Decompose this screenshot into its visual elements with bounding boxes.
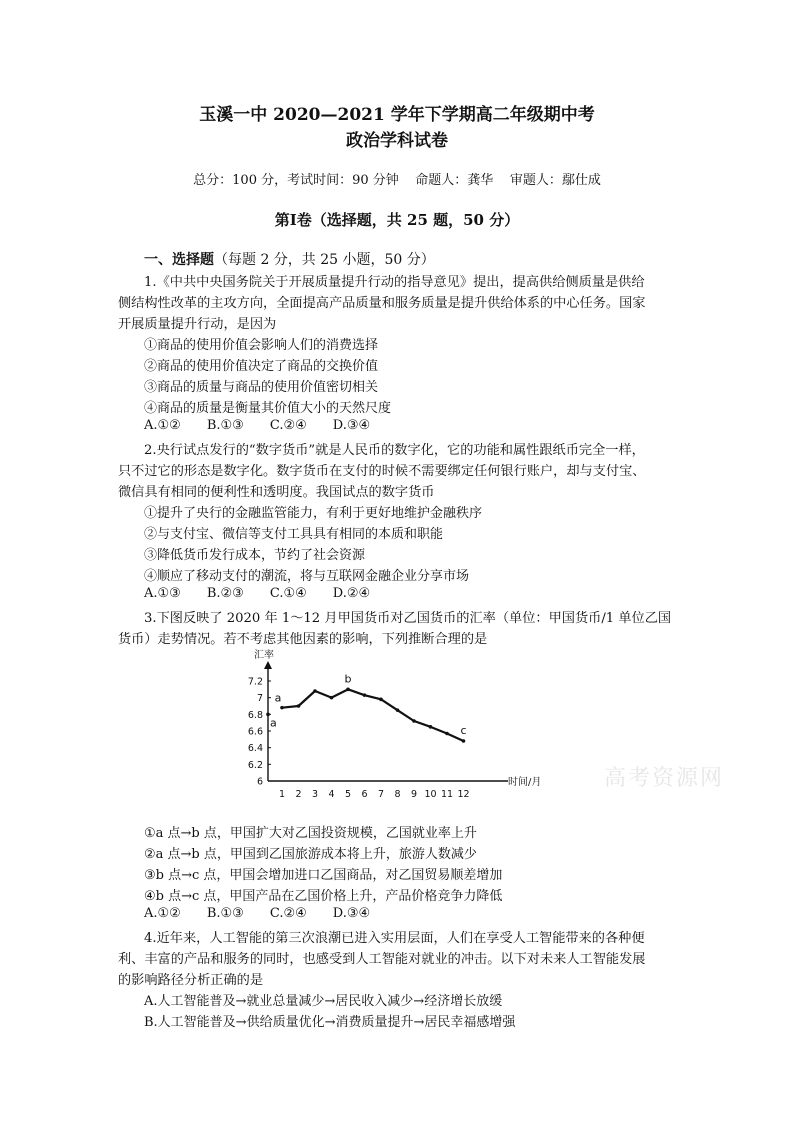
- answer-choice: B.①③: [206, 418, 244, 433]
- x-tick-label: 2: [295, 789, 302, 800]
- q4-line: 利、丰富的产品和服务的同时，也感受到人工智能对就业的冲击。以下对未来人工智能发展: [118, 952, 646, 967]
- data-point: [297, 704, 301, 708]
- q1-answers: [144, 418, 396, 433]
- x-tick-label: 6: [361, 789, 368, 800]
- answer-choice: D.③④: [332, 418, 371, 433]
- point-label-b: b: [344, 672, 352, 686]
- section-name: 一、选择题: [144, 252, 214, 268]
- q1-option: ①商品的使用价值会影响人们的消费选择: [144, 338, 379, 353]
- q3-line: 3.下图反映了 2020 年 1～12 月甲国货币对乙国货币的汇率（单位：甲国货币/1 单位乙国: [144, 611, 672, 626]
- y-tick-label: 6.6: [247, 726, 263, 738]
- x-tick-label: 5: [344, 789, 352, 800]
- data-point: [445, 732, 449, 736]
- data-point: [396, 708, 400, 712]
- answer-choice: D.②④: [332, 586, 371, 601]
- watermark: 高考资源网: [604, 766, 725, 791]
- x-tick-label: 3: [311, 789, 319, 800]
- series-line: [282, 689, 467, 741]
- q4-option: A.人工智能普及→就业总量减少→居民收入减少→经济增长放缓: [144, 994, 503, 1009]
- answer-choice: C.②④: [269, 906, 307, 921]
- x-tick-label: 12: [457, 789, 470, 800]
- y-tick-label: 7.2: [247, 676, 263, 688]
- y-axis-arrow: [264, 661, 272, 669]
- data-point: [346, 688, 350, 692]
- data-point: [462, 739, 466, 743]
- x-tick-label: 1: [278, 789, 286, 800]
- data-point: [379, 698, 383, 702]
- x-tick-label: 10: [424, 789, 437, 800]
- q1-line: 侧结构性改革的主攻方向，全面提高产品质量和服务质量是提升供给体系的中心任务。国家: [118, 296, 646, 311]
- q4-line: 4.近年来，人工智能的第三次浪潮已进入实用层面，人们在享受人工智能带来的各种便: [144, 931, 645, 946]
- q2-option: ②与支付宝、微信等支付工具具有相同的本质和职能: [144, 527, 444, 542]
- answer-choice: C.②④: [269, 418, 307, 433]
- q2-option: ④顺应了移动支付的潮流，将与互联网金融企业分享市场: [144, 569, 470, 584]
- q2-line: 微信具有相同的便利性和透明度。我国试点的数字货币: [118, 485, 435, 500]
- exam-title-line1: 玉溪一中 2020—2021 学年下学期高二年级期中考: [199, 105, 595, 125]
- y-tick-label: 7: [256, 693, 263, 705]
- x-tick-label: 9: [410, 789, 418, 800]
- section-heading: [144, 249, 435, 269]
- data-point: [330, 696, 334, 700]
- exchange-rate-chart: [240, 645, 560, 805]
- q3-option: ①a 点→b 点，甲国扩大对乙国投资规模，乙国就业率上升: [144, 826, 477, 841]
- exam-title-line2: 政治学科试卷: [346, 131, 448, 151]
- point-label-c: c: [460, 724, 467, 737]
- x-tick-label: 7: [377, 789, 385, 800]
- data-point: [280, 706, 284, 710]
- q3-option: ④b 点→c 点，甲国产品在乙国价格上升，产品价格竞争力降低: [144, 889, 503, 904]
- q4-option: B.人工智能普及→供给质量优化→消费质量提升→居民幸福感增强: [144, 1015, 516, 1030]
- data-point: [313, 689, 317, 693]
- x-tick-label: 4: [328, 789, 335, 800]
- y-tick-label: 6: [256, 776, 263, 788]
- y-axis-label: 汇率: [254, 650, 274, 661]
- answer-choice: A.①②: [144, 418, 181, 433]
- answer-choice: C.①④: [269, 586, 307, 601]
- answer-choice: B.①③: [206, 906, 244, 921]
- y-tick-label: 6.4: [247, 743, 263, 755]
- q3-line: 货币）走势情况。若不考虑其他因素的影响，下列推断合理的是: [118, 632, 488, 647]
- answer-choice: A.①③: [144, 586, 181, 601]
- q2-line: 只不过它的形态是数字化。数字货币在支付的时候不需要绑定任何银行账户，却与支付宝、: [118, 464, 646, 479]
- q1-line: 1.《中共中央国务院关于开展质量提升行动的指导意见》提出，提高供给侧质量是供给: [144, 275, 645, 290]
- answer-choice: B.②③: [206, 586, 244, 601]
- q1-option: ②商品的使用价值决定了商品的交换价值: [144, 359, 379, 374]
- answer-choice: D.③④: [332, 906, 371, 921]
- data-point: [363, 693, 367, 697]
- data-point: [412, 719, 416, 723]
- section-note: （每题 2 分，共 25 小题，50 分）: [214, 252, 435, 268]
- q2-line: 2.央行试点发行的“数字货币”就是人民币的数字化，它的功能和属性跟纸币完全一样，: [144, 443, 645, 458]
- q1-option: ④商品的质量是衡量其价值大小的天然尺度: [144, 401, 392, 416]
- q2-option: ①提升了央行的金融监管能力，有利于更好地维护金融秩序: [144, 506, 483, 521]
- q3-option: ②a 点→b 点，甲国到乙国旅游成本将上升，旅游人数减少: [144, 847, 477, 862]
- data-point: [429, 725, 433, 729]
- y-tick-label: 6.8: [247, 709, 263, 721]
- exam-meta: 总分：100 分，考试时间：90 分钟 命题人：龚华 审题人：鄢仕成: [193, 173, 601, 188]
- axis-label-a: a: [270, 716, 277, 730]
- q1-line: 开展质量提升行动，是因为: [118, 317, 277, 332]
- q1-option: ③商品的质量与商品的使用价值密切相关: [144, 380, 379, 395]
- part-title: 第Ⅰ卷（选择题，共 25 题，50 分）: [274, 211, 520, 229]
- q2-option: ③降低货币发行成本，节约了社会资源: [144, 548, 366, 563]
- q3-answers: [144, 906, 396, 921]
- x-axis-label: 时间/月: [508, 777, 542, 788]
- point-label-a: a: [274, 691, 282, 705]
- y-tick-label: 6.2: [247, 759, 263, 771]
- x-tick-label: 11: [440, 789, 454, 800]
- answer-choice: A.①②: [144, 906, 181, 921]
- q2-answers: [144, 586, 396, 601]
- q3-option: ③b 点→c 点，甲国会增加进口乙国商品，对乙国贸易顺差增加: [144, 868, 503, 883]
- q4-line: 的影响路径分析正确的是: [118, 973, 264, 988]
- x-tick-label: 8: [394, 789, 401, 800]
